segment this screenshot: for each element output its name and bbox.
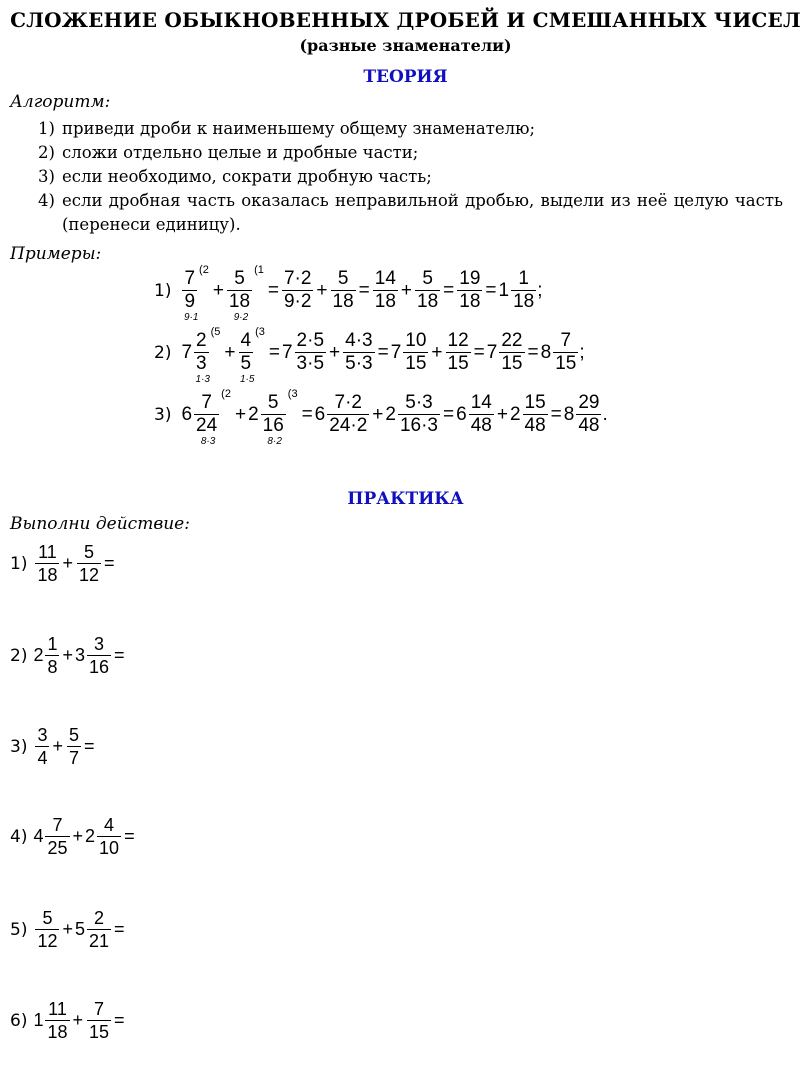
fraction: $\frac{4\cdot 3}{5\cdot 3}$ (345, 330, 373, 374)
fraction: 11 18 (47, 999, 68, 1042)
fraction: $\frac{5}{12}$ (79, 542, 100, 585)
algorithm-step: 4) если дробная часть оказалась неправильной дробью, выдели из неё целую часть (перенеси единицу). (38, 191, 783, 234)
extra-factor: (3 (287, 388, 298, 400)
cancel-note: 9·1 (183, 312, 199, 323)
cancel-note: 8·3 (200, 436, 216, 447)
fraction: $\frac{4}{10}$ (99, 815, 120, 858)
cancel-note: 1·3 (195, 374, 210, 385)
theory-heading: ТЕОРИЯ (363, 67, 448, 87)
cancel-note: 8·2 (267, 436, 282, 447)
extra-factor: (3 (255, 326, 265, 338)
practice-item: 5) 5 12 + 5 $\frac{2}{21}$ = (10, 908, 125, 951)
practice-item: 1) 11 18 + $\frac{5}{12}$ = (10, 542, 115, 585)
practice-heading: ПРАКТИКА (347, 489, 464, 509)
fraction: 7 25 (47, 815, 68, 858)
cancel-note: 9·2 (233, 312, 249, 323)
example-1: 1) 7 9 9·1 (2 + 5 18 9·2 (1 = $\frac{7\cdot 2}{9\cdot 2}$ + $\frac{5}{18}$ = $\frac{14}{18}$ + $\frac{5}{18}$ = $\frac{19}{18}$ = 1 1 18 ; (154, 264, 543, 323)
fraction: 1 8 (47, 634, 58, 677)
fraction: 5 12 (37, 908, 58, 951)
fraction: $\frac{5}{18}$ (332, 268, 354, 312)
algorithm-step: 3) если необходимо, сократи дробную часть; (38, 167, 432, 186)
fraction: $\frac{5}{7}$ (68, 725, 79, 768)
fraction: 2·5 3·5 (296, 330, 325, 374)
fraction: 7 24 8·3 (196, 392, 218, 447)
fraction: 7 9 9·1 (183, 268, 199, 323)
fraction: $\frac{5\cdot 3}{16\cdot 3}$ (399, 392, 438, 436)
fraction: $\frac{22}{15}$ (501, 330, 523, 374)
fraction: $\frac{3}{16}$ (89, 634, 110, 677)
practice-item: 4) 4 7 25 + 2 $\frac{4}{10}$ = (10, 815, 135, 858)
fraction: $\frac{2}{21}$ (89, 908, 110, 951)
example-number: 1) (154, 280, 172, 301)
page-subtitle: (разные знаменатели) (299, 36, 512, 55)
practice-item: 6) 1 11 18 + $\frac{7}{15}$ = (10, 999, 125, 1042)
fraction: $\frac{15}{48}$ (524, 392, 546, 436)
extra-factor: (2 (199, 264, 209, 276)
example-3: 3) 6 7 24 8·3 (2 + 2 5 16 8·2 (3 = 6 7·2 24·2 + 2 $\frac{5\cdot 3}{16\cdot 3}$ = 6 14 48 + 2 $\frac{15}{48}$ = 8 29 48 . (154, 388, 608, 447)
fraction: $\frac{7}{15}$ (89, 999, 110, 1042)
fraction: 3 4 (37, 725, 48, 768)
fraction: 5 18 9·2 (228, 268, 251, 323)
extra-factor: (2 (221, 388, 231, 400)
example-number: 3) (154, 404, 172, 425)
fraction: $\frac{7\cdot 2}{9\cdot 2}$ (283, 268, 312, 312)
fraction: 11 18 (37, 542, 58, 585)
fraction: $\frac{19}{18}$ (459, 268, 481, 312)
cancel-note: 1·5 (240, 374, 255, 385)
fraction: 29 48 (578, 392, 600, 436)
fraction: $\frac{5}{18}$ (417, 268, 439, 312)
page-title: СЛОЖЕНИЕ ОБЫКНОВЕННЫХ ДРОБЕЙ И СМЕШАННЫХ ЧИСЕЛ (10, 8, 801, 32)
algorithm-label: Алгоритм: (10, 92, 111, 112)
example-number: 2) (154, 342, 172, 363)
practice-item: 2) 2 1 8 + 3 $\frac{3}{16}$ = (10, 634, 125, 677)
example-2: 2) 7 2 3 1·3 (5 + 4 5 1·5 (3 = 7 2·5 3·5 + $\frac{4\cdot 3}{5\cdot 3}$ = 7 10 15 + $\frac{12}{15}$ = 7 $\frac{22}{15}$ = 8 7 15 ; (154, 326, 585, 385)
examples-label: Примеры: (10, 244, 102, 264)
fraction: 5 16 8·2 (262, 392, 284, 447)
practice-item: 3) 3 4 + $\frac{5}{7}$ = (10, 725, 95, 768)
fraction: 14 48 (470, 392, 492, 436)
extra-factor: (5 (210, 326, 221, 338)
algorithm-step: 1) приведи дроби к наименьшему общему знаменателю; (38, 119, 536, 138)
fraction: $\frac{14}{18}$ (374, 268, 396, 312)
fraction: 7·2 24·2 (329, 392, 368, 436)
fraction: 4 5 1·5 (240, 330, 255, 385)
fraction: $\frac{12}{15}$ (447, 330, 469, 374)
fraction: 10 15 (405, 330, 427, 374)
fraction: 7 15 (555, 330, 577, 374)
practice-label: Выполни действие: (10, 514, 190, 534)
fraction: 2 3 1·3 (195, 330, 210, 385)
algorithm-list (38, 117, 783, 237)
algorithm-step: 2) сложи отдельно целые и дробные части; (38, 143, 419, 162)
fraction: 1 18 (513, 268, 535, 312)
extra-factor: (1 (254, 264, 264, 276)
